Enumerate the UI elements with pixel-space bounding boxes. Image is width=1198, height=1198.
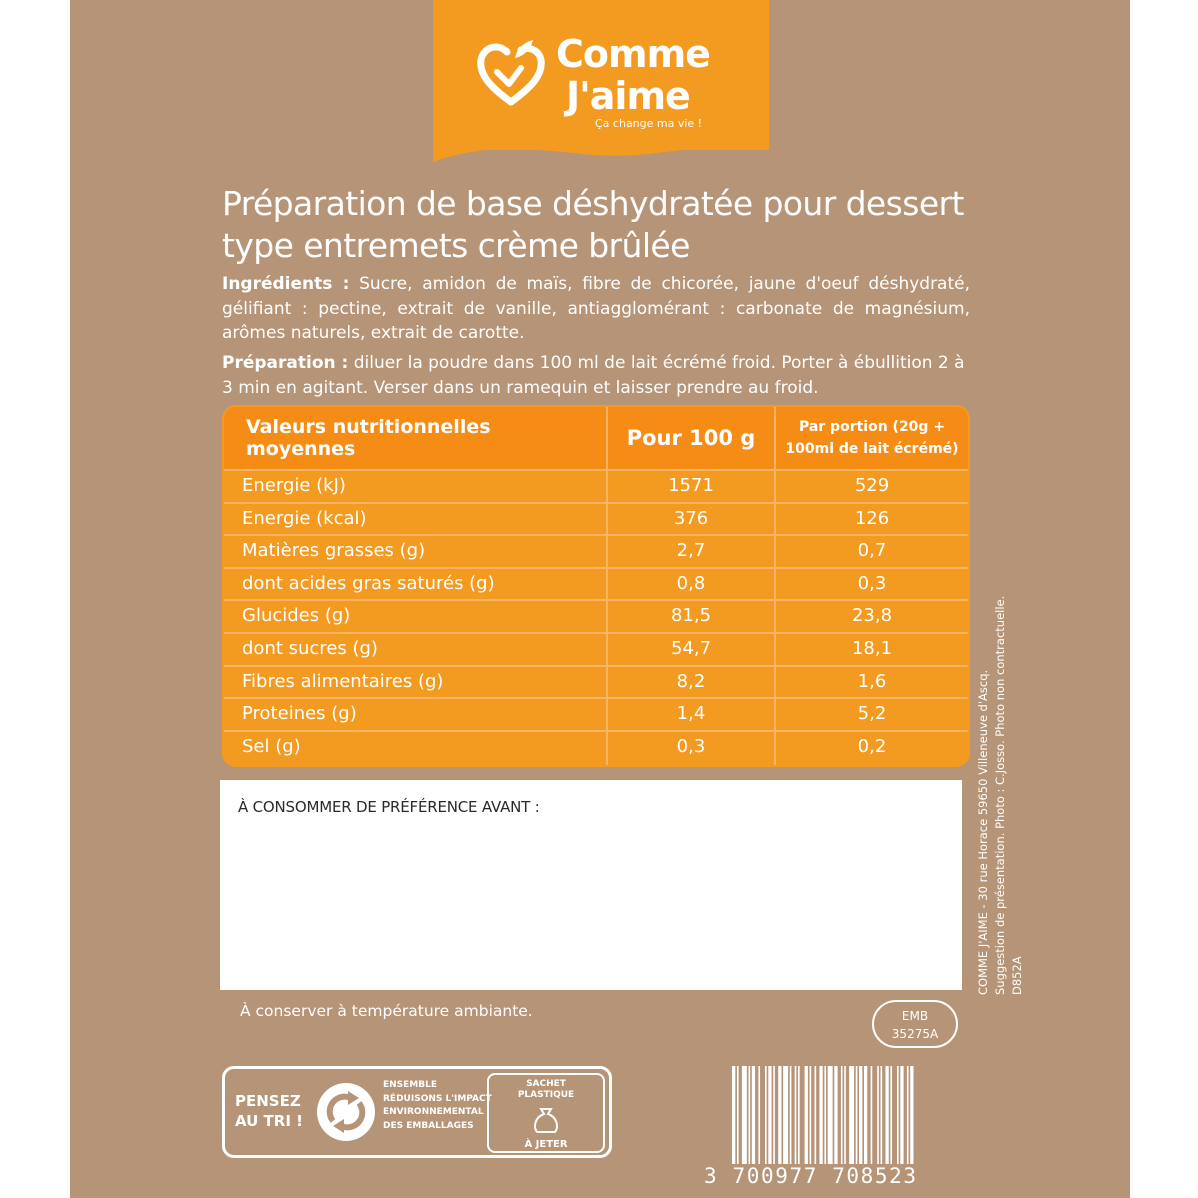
value-per-100g: 0,3 [676,735,706,757]
sachet-label [489,1079,603,1101]
recycling-message-line4: DES EMBALLAGES [383,1120,474,1131]
value-per-portion: 1,6 [857,670,887,692]
photo-disclaimer: Suggestion de présentation. Photo : C.Josso. Photo non contractuelle. [993,595,1007,995]
heart-logo-icon [475,38,547,110]
value-per-portion: 529 [854,475,890,496]
preparation-text: diluer la poudre dans 100 ml de lait écrémé froid. Porter à ébullition 2 à 3 min en agitant. Verser dans un ramequin et laisser prendre au froid. [222,353,965,398]
nutrient-name: Energie (kcal) [242,507,367,529]
value-per-100g: 8,2 [676,670,706,692]
brand-name-line1: Comme [556,32,710,76]
barcode-bar [841,1066,843,1164]
barcode-bar [805,1066,808,1164]
best-before-label: À CONSOMMER DE PRÉFÉRENCE AVANT : [238,798,540,816]
barcode-bar [897,1066,899,1164]
barcode-bar [856,1066,858,1164]
recycling-message-line1: ENSEMBLE [383,1080,438,1090]
table-row [224,502,968,535]
barcode-bar [900,1066,903,1164]
nutrient-name: Sel (g) [242,735,301,757]
barcode-bar [885,1066,888,1164]
barcode-bar [783,1066,788,1164]
recycling-slogan-line1: PENSEZ [235,1092,301,1110]
barcode-bar [773,1066,775,1164]
recycling-message-line2: RÉDUISONS L'IMPACT [383,1093,492,1104]
sorting-instruction-box [487,1073,605,1153]
barcode-bar [768,1066,771,1164]
barcode-bar [844,1066,846,1164]
preparation-label: Préparation : [222,353,349,373]
left-margin [0,0,70,1198]
value-per-portion: 0,7 [857,540,887,562]
recycling-slogan [235,1091,303,1131]
nutrition-table [222,405,970,767]
ingredients-block [222,272,970,346]
nutrition-table-header [224,407,968,469]
table-row [224,599,968,632]
barcode-bar [910,1066,913,1164]
emb-label: EMB [901,1009,929,1023]
manufacturer-vertical-text [975,596,1026,995]
nutrient-name: dont acides gras saturés (g) [242,572,495,594]
barcode-bar [752,1066,755,1164]
value-per-portion: 126 [854,507,890,529]
nutrient-name: Matières grasses (g) [242,540,426,562]
sachet-label-line1: SACHET [526,1079,566,1089]
barcode-bar [890,1066,892,1164]
value-per-100g: 0,8 [676,572,706,594]
barcode [732,1066,978,1164]
emb-code: 35275A [891,1027,939,1041]
nutrient-name: Energie (kJ) [242,475,346,496]
manufacturer-address: COMME J'AIME - 30 rue Horace 59650 Villeneuve d'Ascq. [976,669,990,995]
barcode-bar [790,1066,792,1164]
value-per-portion: 0,2 [857,735,887,757]
preparation-block [222,351,970,400]
table-row [224,665,968,698]
barcode-bar [849,1066,854,1164]
barcode-bar [765,1066,767,1164]
header-values: Valeurs nutritionnelles moyennes [246,416,491,460]
recycling-message [383,1079,492,1133]
barcode-bar [758,1066,760,1164]
header-per-100g: Pour 100 g [626,426,756,450]
bag-icon [531,1103,561,1135]
barcode-bar [742,1066,747,1164]
barcode-bar [795,1066,797,1164]
barcode-bar [877,1066,879,1164]
table-row [224,730,968,763]
table-row [224,534,968,567]
barcode-bar [834,1066,837,1164]
barcode-bar [828,1066,833,1164]
recycling-message-line3: ENVIRONNEMENTAL [383,1107,484,1117]
barcode-bar [881,1066,883,1164]
header-per-portion: Par portion (20g + 100ml de lait écrémé) [785,419,959,457]
nutrient-name: Fibres alimentaires (g) [242,670,444,692]
ingredients-text: Sucre, amidon de maïs, fibre de chicorée, jaune d'oeuf déshydraté, gélifiant : pectine, extrait de vanille, antiagglomérant : carbonate de magnésium, arômes naturels, extrait de carotte. [222,274,971,343]
barcode-bar [778,1066,781,1164]
ingredients-label: Ingrédients : [222,274,350,294]
value-per-100g: 54,7 [670,638,712,659]
recycling-slogan-line2: AU TRI ! [235,1112,303,1130]
value-per-portion: 23,8 [851,605,893,627]
value-per-100g: 376 [673,507,709,529]
batch-code: D852A [1010,956,1024,995]
right-margin [1130,0,1198,1198]
banner-wave [433,138,769,164]
value-per-portion: 18,1 [851,638,893,659]
brand-slogan: Ça change ma vie ! [595,117,703,130]
barcode-bar [864,1066,867,1164]
triman-recycle-icon [315,1081,377,1143]
value-per-100g: 1571 [668,475,714,496]
nutrient-name: dont sucres (g) [242,638,378,659]
barcode-bar [732,1066,735,1164]
barcode-bar [749,1066,751,1164]
storage-instruction: À conserver à température ambiante. [240,1002,533,1020]
barcode-bar [859,1066,862,1164]
value-per-100g: 81,5 [670,605,712,627]
barcode-bar [737,1066,739,1164]
product-title: Préparation de base déshydratée pour dessert type entremets crème brûlée [222,184,964,265]
value-per-portion: 0,3 [857,572,887,594]
value-per-100g: 2,7 [676,540,706,562]
emb-code-badge [872,1000,958,1048]
barcode-bar [907,1066,909,1164]
barcode-bar [798,1066,800,1164]
dispose-label: À JETER [524,1139,568,1150]
value-per-100g: 1,4 [676,703,706,725]
sachet-label-line2: PLASTIQUE [517,1090,575,1100]
nutrient-name: Proteines (g) [242,703,357,725]
barcode-bar [819,1066,822,1164]
table-row [224,697,968,730]
recycling-info [222,1066,612,1158]
table-row [224,469,968,502]
best-before-box [220,780,962,990]
barcode-digits: 3 700977 708523 [704,1164,918,1188]
brand-name-line2: J'aime [566,74,690,118]
value-per-portion: 5,2 [857,703,887,725]
barcode-bar [824,1066,826,1164]
barcode-bar [810,1066,812,1164]
table-row [224,567,968,600]
barcode-bar [871,1066,873,1164]
barcode-bar [815,1066,817,1164]
table-row [224,632,968,665]
nutrient-name: Glucides (g) [242,605,351,627]
